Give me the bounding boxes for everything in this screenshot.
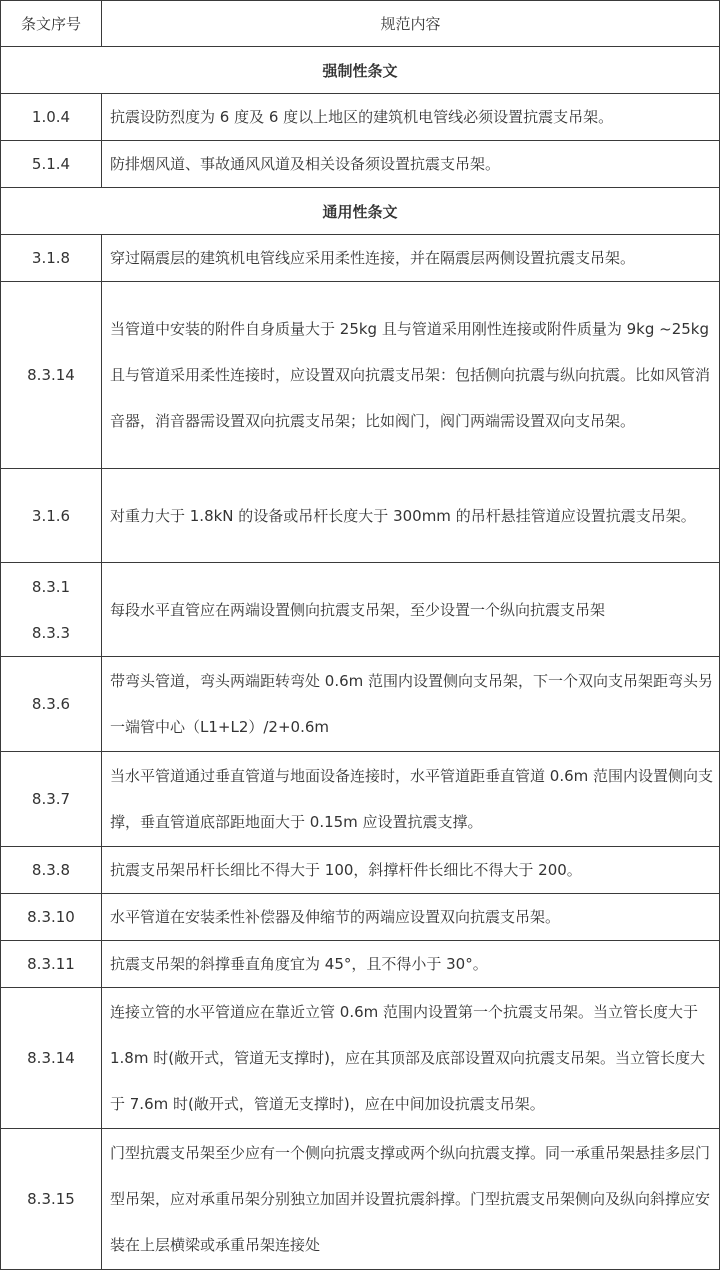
clause-number: 8.3.10 <box>1 894 102 941</box>
clause-content: 抗震支吊架的斜撑垂直角度宜为 45°，且不得小于 30°。 <box>102 941 720 988</box>
clause-number: 8.3.11 <box>1 941 102 988</box>
table-row <box>1 141 720 188</box>
clause-number: 8.3.1 <box>31 577 71 596</box>
table-row <box>1 894 720 941</box>
clause-number-cell <box>1 563 102 657</box>
clause-number: 3.1.6 <box>1 469 102 563</box>
clause-number: 1.0.4 <box>1 94 102 141</box>
clause-content: 水平管道在安装柔性补偿器及伸缩节的两端应设置双向抗震支吊架。 <box>102 894 720 941</box>
table-row <box>1 847 720 894</box>
clause-content: 抗震支吊架吊杆长细比不得大于 100，斜撑杆件长细比不得大于 200。 <box>102 847 720 894</box>
clause-number: 8.3.15 <box>1 1129 102 1270</box>
clause-number: 8.3.14 <box>1 282 102 469</box>
clause-content: 每段水平直管应在两端设置侧向抗震支吊架，至少设置一个纵向抗震支吊架 <box>102 563 720 657</box>
table-row <box>1 94 720 141</box>
clause-number: 8.3.6 <box>1 657 102 752</box>
clause-content: 对重力大于 1.8kN 的设备或吊杆长度大于 300mm 的吊杆悬挂管道应设置抗震支吊架。 <box>102 469 720 563</box>
clause-number: 8.3.3 <box>31 623 71 642</box>
clause-content: 抗震设防烈度为 6 度及 6 度以上地区的建筑机电管线必须设置抗震支吊架。 <box>102 94 720 141</box>
clause-number: 8.3.7 <box>1 752 102 847</box>
table-row <box>1 563 720 657</box>
table-row <box>1 657 720 752</box>
table-row <box>1 752 720 847</box>
clause-content: 防排烟风道、事故通风风道及相关设备须设置抗震支吊架。 <box>102 141 720 188</box>
table-row <box>1 235 720 282</box>
table-row <box>1 941 720 988</box>
clause-number: 5.1.4 <box>1 141 102 188</box>
clause-content: 穿过隔震层的建筑机电管线应采用柔性连接，并在隔震层两侧设置抗震支吊架。 <box>102 235 720 282</box>
clause-number: 8.3.8 <box>1 847 102 894</box>
clause-content: 连接立管的水平管道应在靠近立管 0.6m 范围内设置第一个抗震支吊架。当立管长度大于 1.8m 时(敞开式，管道无支撑时)，应在其顶部及底部设置双向抗震支吊架。当立管长度大于 7.6m 时(敞开式，管道无支撑时)，应在中间加设抗震支吊架。 <box>102 988 720 1129</box>
table-header <box>1 1 720 47</box>
clause-content: 门型抗震支吊架至少应有一个侧向抗震支撑或两个纵向抗震支撑。同一承重吊架悬挂多层门型吊架，应对承重吊架分别独立加固并设置抗震斜撑。门型抗震支吊架侧向及纵向斜撑应安装在上层横梁或承重吊架连接处 <box>102 1129 720 1270</box>
table-row <box>1 1129 720 1270</box>
clause-content: 当管道中安装的附件自身质量大于 25kg 且与管道采用刚性连接或附件质量为 9kg ~25kg 且与管道采用柔性连接时，应设置双向抗震支吊架：包括侧向抗震与纵向抗震。比如风管消音器，消音器需设置双向抗震支吊架；比如阀门，阀门两端需设置双向支吊架。 <box>102 282 720 469</box>
section-title: 通用性条文 <box>1 188 720 235</box>
clause-content: 带弯头管道，弯头两端距转弯处 0.6m 范围内设置侧向支吊架，下一个双向支吊架距弯头另一端管中心（L1+L2）/2+0.6m <box>102 657 720 752</box>
table-row <box>1 469 720 563</box>
table-row <box>1 988 720 1129</box>
section-title: 强制性条文 <box>1 47 720 94</box>
section-header <box>1 47 720 94</box>
clause-number: 8.3.14 <box>1 988 102 1129</box>
header-content: 规范内容 <box>102 1 720 47</box>
header-number: 条文序号 <box>1 1 102 47</box>
clause-content: 当水平管道通过垂直管道与地面设备连接时，水平管道距垂直管道 0.6m 范围内设置侧向支撑，垂直管道底部距地面大于 0.15m 应设置抗震支撑。 <box>102 752 720 847</box>
clause-number: 3.1.8 <box>1 235 102 282</box>
section-header <box>1 188 720 235</box>
table-row <box>1 282 720 469</box>
